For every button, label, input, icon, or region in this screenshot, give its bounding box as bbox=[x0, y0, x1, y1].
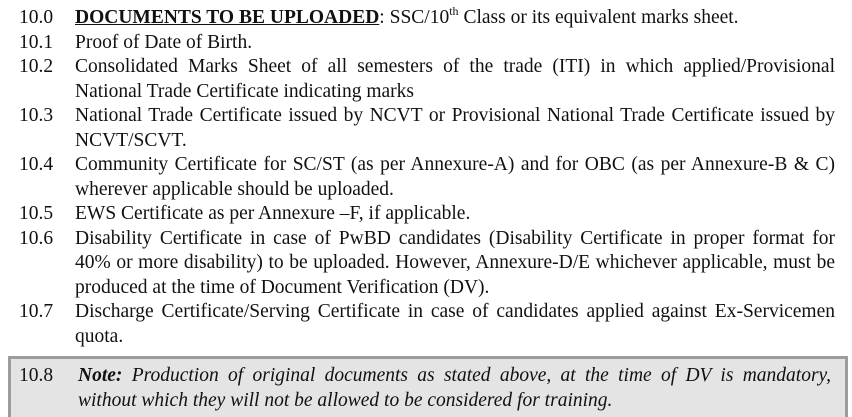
item-number: 10.7 bbox=[19, 301, 54, 322]
heading-text-before-sup: SSC/10 bbox=[384, 7, 450, 28]
heading-row bbox=[0, 6, 852, 31]
heading-superscript: th bbox=[449, 4, 459, 18]
document-section bbox=[0, 6, 852, 349]
list-item bbox=[0, 227, 852, 301]
note-box bbox=[8, 356, 848, 417]
note-number: 10.8 bbox=[19, 365, 54, 386]
heading-colon: : bbox=[379, 7, 385, 28]
item-text: EWS Certificate as per Annexure –F, if applicable. bbox=[75, 203, 471, 224]
item-text: Community Certificate for SC/ST (as per Annexure-A) and for OBC (as per Annexure-B & C) wherever applicable should be uploaded. bbox=[75, 154, 835, 200]
list-item bbox=[0, 55, 852, 104]
list-item bbox=[0, 202, 852, 227]
list-item bbox=[0, 31, 852, 56]
item-text: Disability Certificate in case of PwBD candidates (Disability Certificate in proper format for 40% or more disability) to be uploaded. However, Annexure-D/E whichever applicable, must be produced at the time of Document Verification (DV). bbox=[75, 227, 835, 298]
heading-text bbox=[75, 6, 835, 31]
item-number: 10.5 bbox=[19, 203, 54, 224]
note-body: Production of original documents as stated above, at the time of DV is mandatory, without which they will not be allowed to be considered for training. bbox=[78, 365, 831, 411]
section-heading-label: DOCUMENTS TO BE UPLOADED bbox=[75, 7, 380, 28]
list-item bbox=[0, 104, 852, 153]
item-text: Proof of Date of Birth. bbox=[75, 31, 253, 53]
list-item bbox=[0, 153, 852, 202]
item-text: Discharge Certificate/Serving Certificate in case of candidates applied against Ex-Servicemen quota. bbox=[75, 301, 835, 347]
item-number: 10.4 bbox=[19, 154, 54, 175]
item-number: 10.2 bbox=[19, 56, 54, 77]
heading-text-after-sup: Class or its equivalent marks sheet. bbox=[458, 7, 739, 28]
note-label: Note: bbox=[78, 365, 123, 386]
section-number: 10.0 bbox=[19, 7, 54, 28]
item-number: 10.1 bbox=[19, 31, 54, 53]
item-text: Consolidated Marks Sheet of all semesters of the trade (ITI) in which applied/Provisional National Trade Certificate indicating marks bbox=[75, 56, 835, 102]
item-number: 10.6 bbox=[19, 227, 54, 249]
note-text bbox=[78, 364, 831, 413]
item-number: 10.3 bbox=[19, 105, 54, 126]
list-item bbox=[0, 300, 852, 349]
item-text: National Trade Certificate issued by NCVT or Provisional National Trade Certificate issued by NCVT/SCVT. bbox=[75, 105, 835, 151]
